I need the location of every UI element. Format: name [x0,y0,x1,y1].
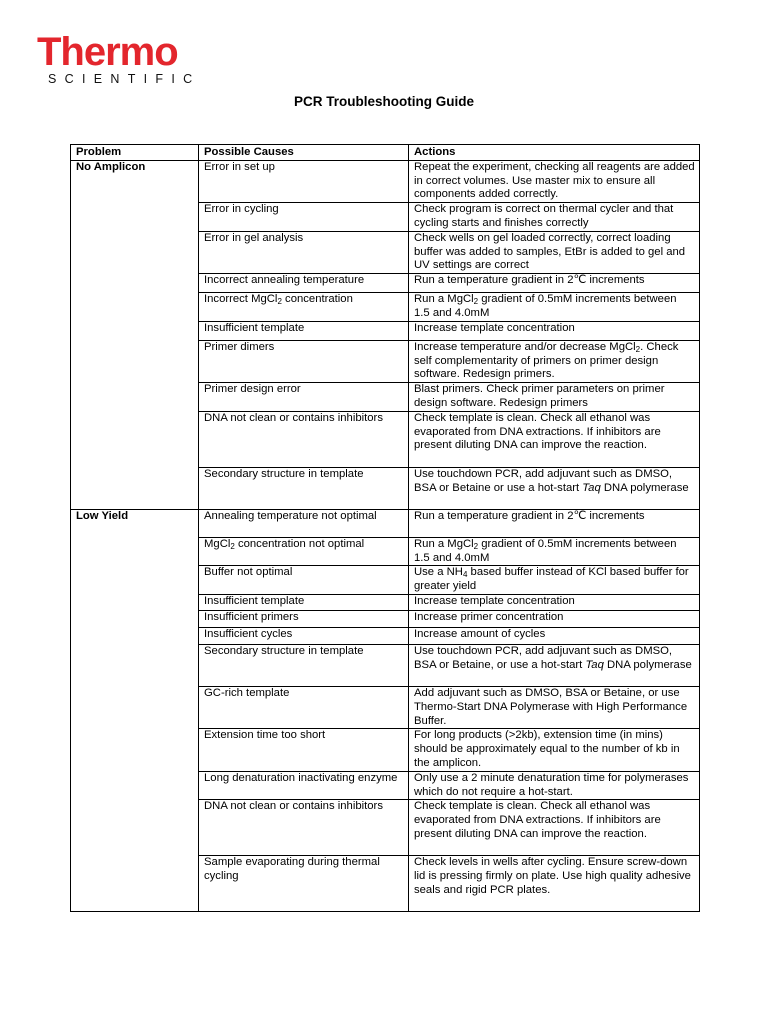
action-cell: Increase temperature and/or decrease MgCl$_2$. Check self complementarity of primers on primer design software. Redesign primers. [409,340,700,382]
action-cell: Run a MgCl$_2$ gradient of 0.5mM increments between 1.5 and 4.0mM [409,537,700,566]
cause-cell: Error in set up [199,160,409,202]
action-cell: Increase amount of cycles [409,627,700,644]
action-cell: Use a $NH_4$ based buffer instead of KCl based buffer for greater yield [409,566,700,595]
action-cell: Check levels in wells after cycling. Ensure screw-down lid is pressing firmly on plate. Use high quality adhesive seals and rigid PCR plates. [409,856,700,912]
action-cell: Use touchdown PCR, add adjuvant such as DMSO, BSA or Betaine, or use a hot-start Taq DNA polymerase [409,644,700,686]
problem-cell: Low Yield [71,509,199,912]
thermo-scientific-logo [37,32,200,86]
header-actions: Actions [409,145,700,161]
cause-cell: Error in cycling [199,203,409,232]
cause-cell: Secondary structure in template [199,467,409,509]
table-row [71,160,700,202]
action-cell: Use touchdown PCR, add adjuvant such as DMSO, BSA or Betaine or use a hot-start Taq DNA polymerase [409,467,700,509]
cause-cell: Insufficient template [199,594,409,610]
cause-cell: Secondary structure in template [199,644,409,686]
action-cell: Increase template concentration [409,594,700,610]
action-cell: Blast primers. Check primer parameters on primer design software. Redesign primers [409,383,700,412]
cause-cell: Extension time too short [199,729,409,771]
header-problem: Problem [71,145,199,161]
troubleshooting-table [70,144,700,912]
cause-cell: GC-rich template [199,686,409,728]
action-cell: Add adjuvant such as DMSO, BSA or Betaine, or use Thermo-Start DNA Polymerase with High Performance Buffer. [409,686,700,728]
table-body [71,160,700,912]
action-cell: Run a temperature gradient in 2℃ increments [409,509,700,537]
cause-cell: DNA not clean or contains inhibitors [199,411,409,467]
cause-cell: Primer dimers [199,340,409,382]
cause-cell: Insufficient template [199,321,409,340]
cause-cell: Primer design error [199,383,409,412]
cause-cell: Insufficient primers [199,610,409,627]
action-cell: Only use a 2 minute denaturation time for polymerases which do not require a hot-start. [409,771,700,800]
cause-cell: Buffer not optimal [199,566,409,595]
cause-cell: Annealing temperature not optimal [199,509,409,537]
action-cell: Increase template concentration [409,321,700,340]
table-header-row [71,145,700,161]
action-cell: Run a MgCl$_2$ gradient of 0.5mM increments between 1.5 and 4.0mM [409,293,700,322]
cause-cell: Error in gel analysis [199,231,409,273]
header-possible-causes: Possible Causes [199,145,409,161]
table-row [71,509,700,537]
cause-cell: Sample evaporating during thermal cycling [199,856,409,912]
cause-cell: Long denaturation inactivating enzyme [199,771,409,800]
page-title: PCR Troubleshooting Guide [294,94,474,109]
action-cell: For long products (>2kb), extension time (in mins) should be approximately equal to the number of kb in the amplicon. [409,729,700,771]
cause-cell: MgCl$_2$ concentration not optimal [199,537,409,566]
action-cell: Repeat the experiment, checking all reagents are added in correct volumes. Use master mix to ensure all components added correctly. [409,160,700,202]
action-cell: Check template is clean. Check all ethanol was evaporated from DNA extractions. If inhibitors are present diluting DNA can improve the reaction. [409,800,700,856]
cause-cell: DNA not clean or contains inhibitors [199,800,409,856]
problem-cell: No Amplicon [71,160,199,509]
logo-subtitle: SCIENTIFIC [48,72,201,86]
action-cell: Increase primer concentration [409,610,700,627]
action-cell: Check wells on gel loaded correctly, correct loading buffer was added to samples, EtBr is added to gel and UV settings are correct [409,231,700,273]
cause-cell: Incorrect MgCl$_2$ concentration [199,293,409,322]
cause-cell: Insufficient cycles [199,627,409,644]
action-cell: Check template is clean. Check all ethanol was evaporated from DNA extractions. If inhibitors are present diluting DNA can improve the reaction. [409,411,700,467]
action-cell: Check program is correct on thermal cycler and that cycling starts and finishes correctly [409,203,700,232]
cause-cell: Incorrect annealing temperature [199,274,409,293]
logo-wordmark: Thermo [37,30,178,74]
action-cell: Run a temperature gradient in 2℃ increments [409,274,700,293]
